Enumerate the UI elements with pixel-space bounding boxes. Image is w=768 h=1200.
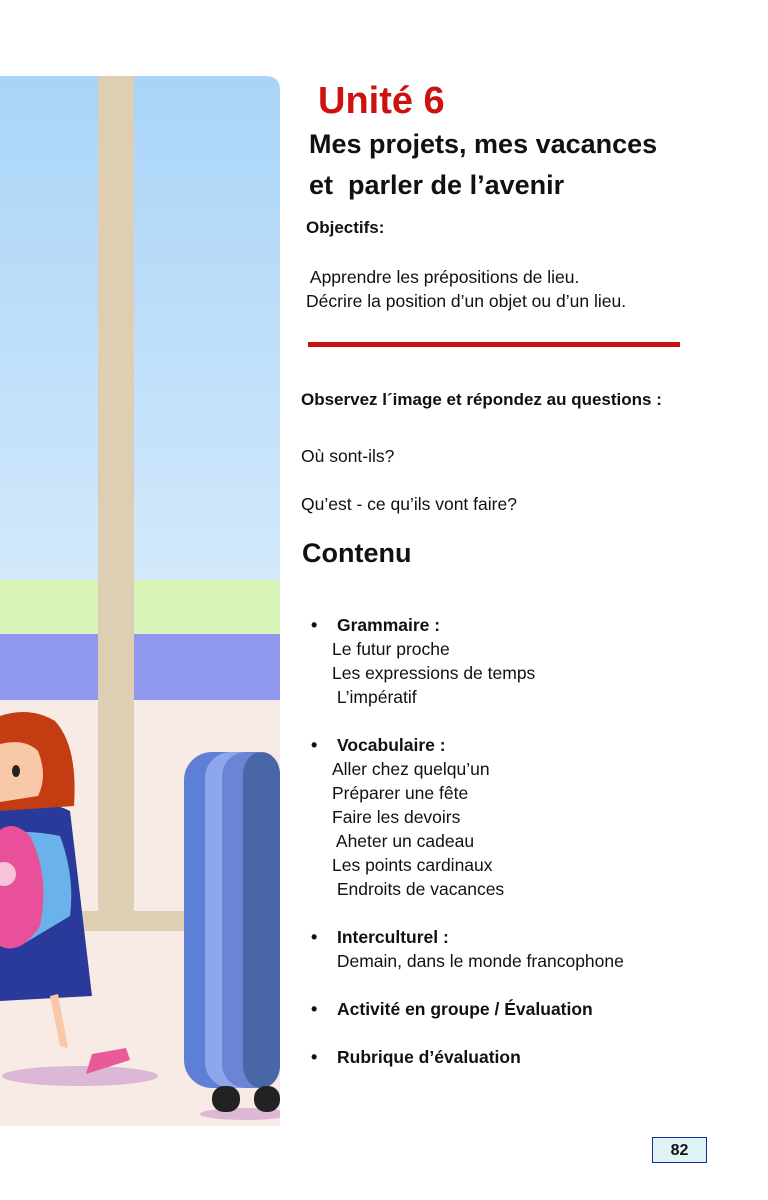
section-title: Activité en groupe / Évaluation [337, 999, 593, 1019]
window-pillar [98, 76, 134, 926]
objectives-label: Objectifs: [306, 218, 385, 237]
suitcase [184, 752, 280, 1112]
list-item: Faire les devoirs [332, 807, 461, 827]
grass-strip [0, 580, 280, 634]
unit-subtitle [309, 124, 729, 206]
section-interculturel [311, 925, 731, 973]
unit-title: Unité 6 [318, 80, 445, 122]
list-item: Les points cardinaux [332, 855, 493, 875]
page-number: 82 [652, 1137, 707, 1163]
list-item: Aller chez quelqu’un [332, 759, 490, 779]
section-vocabulaire [311, 733, 731, 901]
bullet-icon: • [311, 735, 318, 755]
bullet-icon: • [311, 999, 318, 1019]
red-divider [308, 342, 680, 347]
section-title: Vocabulaire : [337, 735, 446, 755]
objective-item: Décrire la position d’un objet ou d’un lieu. [306, 291, 627, 311]
cover-illustration [0, 76, 280, 1126]
list-item: Aheter un cadeau [332, 831, 475, 851]
question-1: Où sont-ils? [301, 446, 395, 466]
section-title: Rubrique d’évaluation [337, 1047, 521, 1067]
section-title: Grammaire : [337, 615, 441, 635]
observe-prompt: Observez l´image et répondez au questions : [301, 390, 662, 409]
question-2: Qu’est - ce qu’ils vont faire? [301, 494, 517, 514]
bullet-icon: • [311, 927, 318, 947]
list-item: Le futur proche [332, 639, 450, 659]
section-activite [311, 997, 731, 1021]
objectives-list [306, 265, 626, 313]
section-title: Interculturel : [337, 927, 449, 947]
water-strip [0, 634, 280, 700]
section-grammaire [311, 613, 731, 709]
subtitle-line: Mes projets, mes vacances [309, 129, 658, 159]
objective-item: Apprendre les prépositions de lieu. [306, 267, 580, 287]
bullet-icon: • [311, 1047, 318, 1067]
list-item: L’impératif [332, 687, 417, 707]
subtitle-line: et parler de l’avenir [309, 170, 565, 200]
list-item: Demain, dans le monde francophone [332, 951, 624, 971]
contenu-heading: Contenu [302, 538, 412, 568]
list-item: Les expressions de temps [332, 663, 536, 683]
bullet-icon: • [311, 615, 318, 635]
list-item: Endroits de vacances [332, 879, 505, 899]
section-rubrique [311, 1045, 731, 1069]
list-item: Préparer une fête [332, 783, 469, 803]
